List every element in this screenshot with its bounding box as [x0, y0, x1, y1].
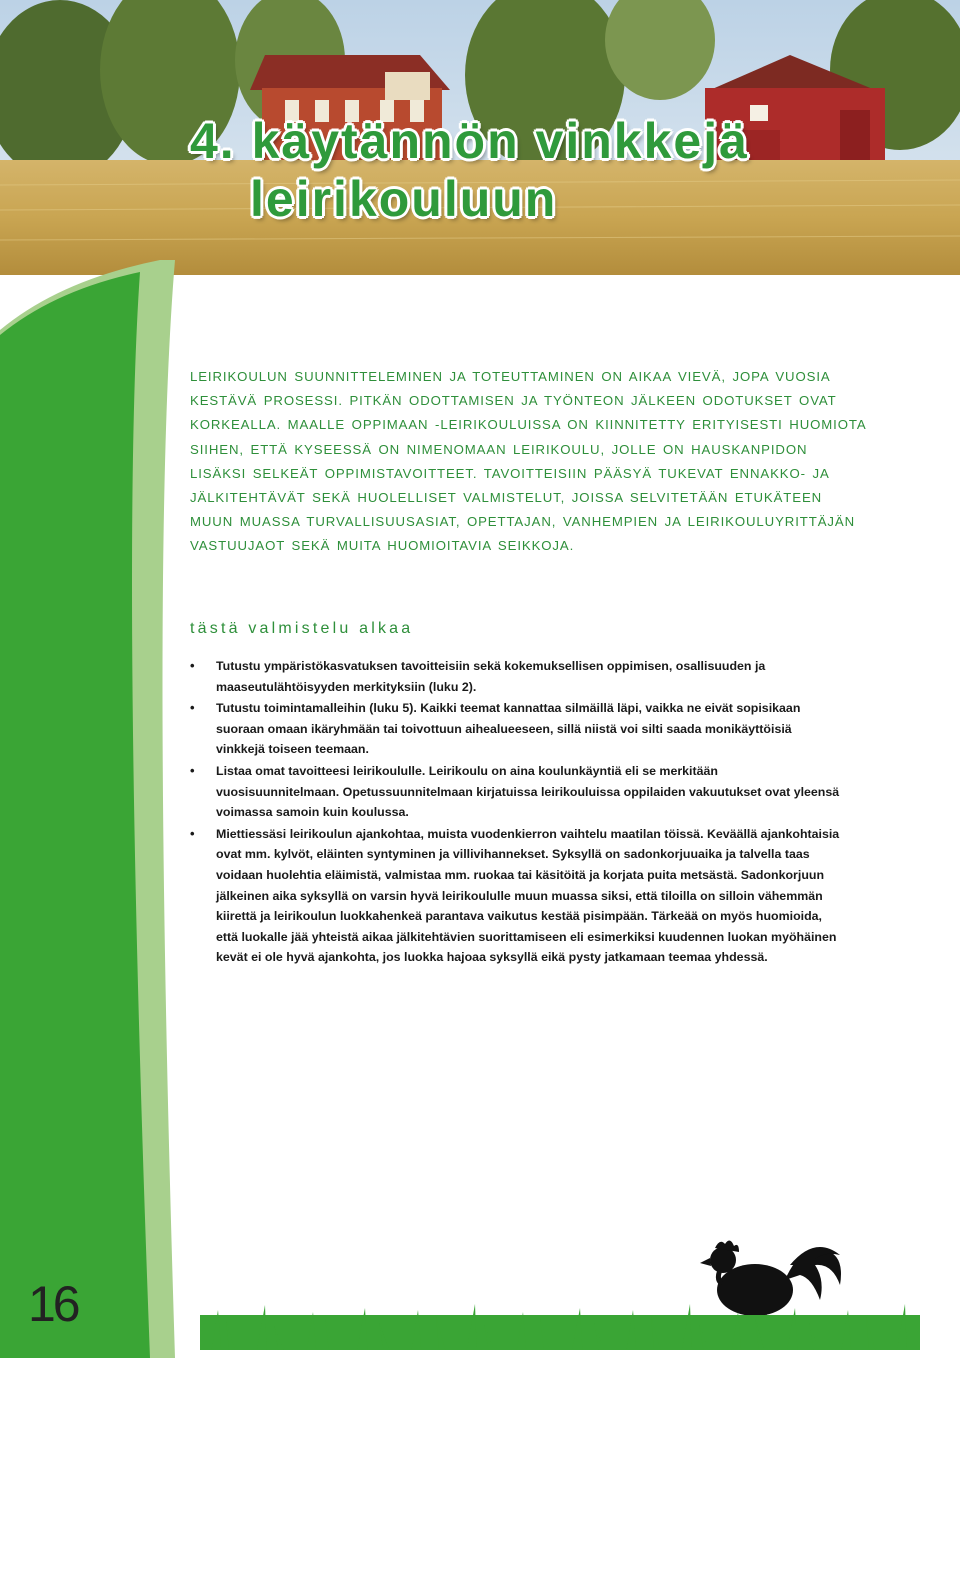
tips-list: [190, 656, 840, 969]
green-sidebar: [0, 260, 200, 1358]
list-item: • Miettiessäsi leirikoulun ajankohtaa, muista vuodenkierron vaihtelu maatilan töissä. Keväällä ajankohtaisia ovat mm. kylvöt, eläinten syntyminen ja villivihannekset. Syksyllä on sadonkorjuuaika ja talvella taas voidaan huolehtia eläimistä, valmistaa mm. ruokaa tai käsitöitä ja korjata puita metsästä. Sadonkorjuun jälkeinen aika syksyllä on varsin hyvä leirikoululle muun muassa siksi, että tiloilla on silloin vähemmän kiirettä ja leirikoulun luokkahenkeä parantava vaikutus kestää pisimpään. Tärkeää on myös huomioida, että luokalle jää yhteistä aikaa jälkitehtävien suorittamiseen eli esimerkiksi kuudennen luokan myöhäinen kevät ei ole hyvä ajankohta, jos luokka hajoaa syksyllä eikä pysty jatkamaan teemaa yhdessä.: [190, 824, 840, 968]
grass-rooster-footer: [195, 1435, 196, 1436]
grass-rooster-artwork: [195, 1440, 196, 1441]
list-item: • Listaa omat tavoitteesi leirikoululle. Leirikoulu on aina koulunkäyntiä eli se merkitään vuosisuunnitelmaan. Opetussuunnitelmaan kirjatuissa leirikouluissa oppilaiden vakuutukset ovat yleensä voimassa samoin kuin koulussa.: [190, 761, 840, 823]
grass-and-rooster-footer: [195, 1448, 196, 1449]
intro-paragraph: LEIRIKOULUN SUUNNITTELEMINEN JA TOTEUTTAMINEN ON AIKAA VIEVÄ, JOPA VUOSIA KESTÄVÄ PROSESSI. PITKÄN ODOTTAMISEN JA TYÖNTEON JÄLKEEN ODOTUKSET OVAT KORKEALLA. MAALLE OPPIMAAN -LEIRIKOULUISSA ON KIINNITETTY ERITYISESTI HUOMIOTA SIIHEN, ETTÄ KYSEESSÄ ON NIMENOMAAN LEIRIKOULU, JOLLE ON HAUSKANPIDON LISÄKSI SELKEÄT OPPIMISTAVOITTEET. TAVOITTEISIIN PÄÄSYÄ TUKEVAT ENNAKKO- JA JÄLKITEHTÄVÄT SEKÄ HUOLELLISET VALMISTELUT, JOISSA SELVITETÄÄN ETUKÄTEEN MUUN MUASSA TURVALLISUUSASIAT, OPETTAJAN, VANHEMPIEN JA LEIRIKOULUYRITTÄJÄN VASTUUJAOT SEKÄ MUITA HUOMIOITAVIA SEIKKOJA.: [190, 369, 866, 554]
page-title: [190, 112, 749, 228]
page-number: 16: [28, 1276, 78, 1332]
grass-graphic: [200, 1440, 920, 1580]
list-item: • Tutustu ympäristökasvatuksen tavoitteisiin sekä kokemuksellisen oppimisen, osallisuuden ja maaseutulähtöisyyden merkityksiin (luku 2).: [190, 656, 840, 697]
section-heading: tästä valmistelu alkaa: [190, 620, 414, 637]
grass-and-rooster-visible-art: [200, 1220, 920, 1360]
list-item: • Tutustu toimintamalleihin (luku 5). Kaikki teemat kannattaa silmäillä läpi, vaikka ne eivät sopisikaan suoraan omaan ikäryhmään tai toivottuun aihealueeseen, sillä niistä voi silti saada monikäyttöisiä vinkkejä toiseen teemaan.: [190, 698, 840, 760]
title-line-2: leirikouluun: [250, 171, 558, 227]
title-line-1: 4. käytännön vinkkejä: [190, 113, 749, 169]
